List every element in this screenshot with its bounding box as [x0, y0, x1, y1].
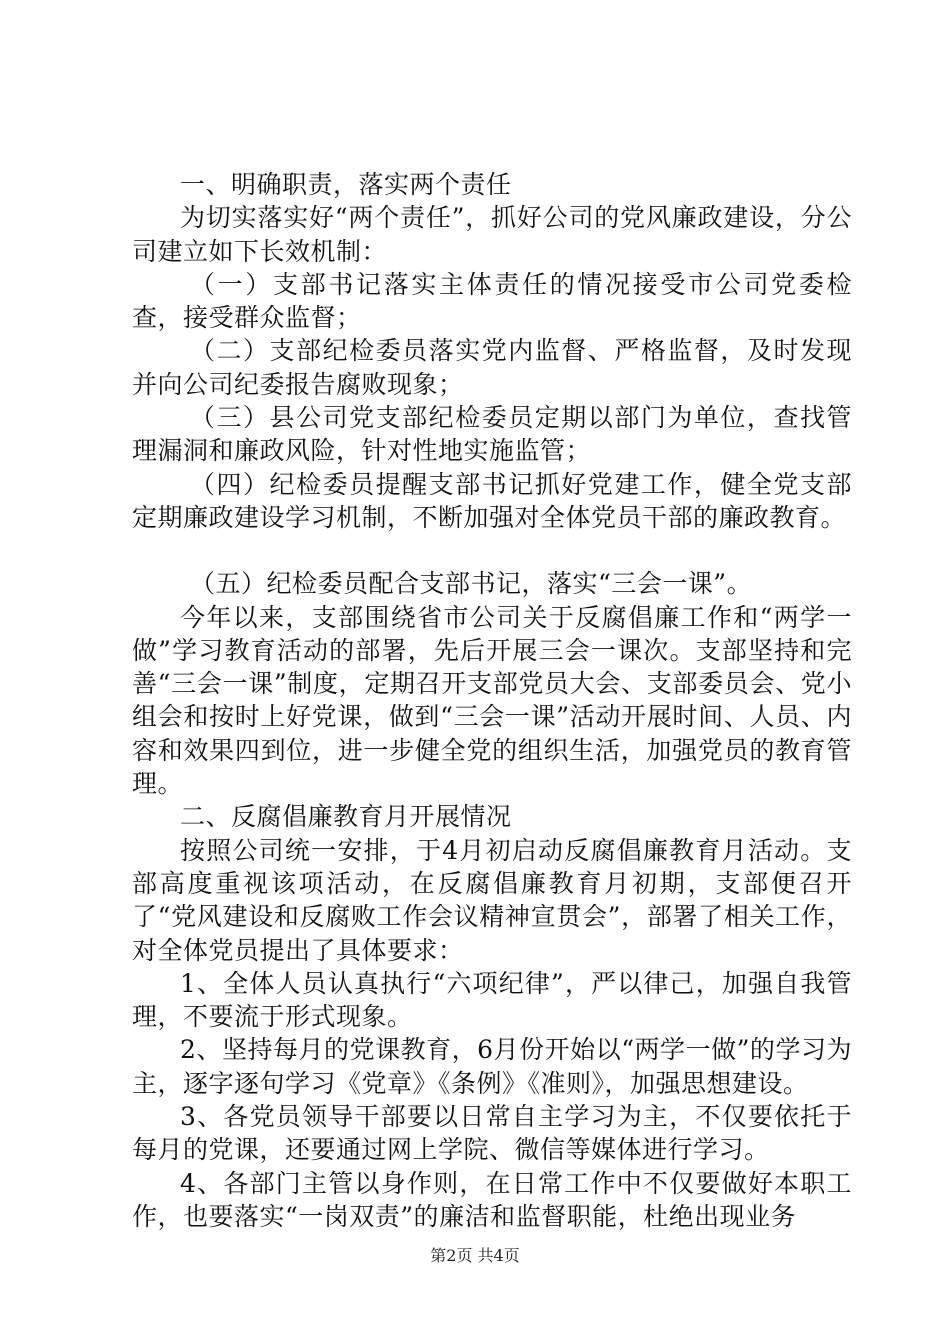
paragraph: 二、反腐倡廉教育月开展情况 [180, 802, 512, 832]
paragraph: （二）支部纪检委员落实党内监督、严格监督，及时发现并向公司纪委报告腐败现象； [132, 336, 852, 399]
paragraph: 一、明确职责，落实两个责任 [180, 170, 512, 199]
paragraph: 今年以来，支部围绕省市公司关于反腐倡廉工作和“两学一做”学习教育活动的部署，先后开展三会一课次。支部坚持和完善“三会一课”制度，定期召开支部党员大会、支部委员会、党小组会和按时上好党课，做到“三会一课”活动开展时间、人员、内容和效果四到位，进一步健全党的组织生活，加强党员的教育管理。 [132, 602, 852, 799]
page-footer: 第2页 共4页 [430, 1246, 520, 1265]
document-body [132, 168, 852, 1233]
paragraph: 按照公司统一安排，于4月初启动反腐倡廉教育月活动。支部高度重视该项活动，在反腐倡廉教育月初期，支部便召开了“党风建设和反腐败工作会议精神宣贯会”，部署了相关工作，对全体党员提出了具体要求： [132, 835, 852, 965]
paragraph: 4、各部门主管以身作则，在日常工作中不仅要做好本职工作，也要落实“一岗双责”的廉洁和监督职能，杜绝出现业务 [132, 1168, 852, 1231]
paragraph: 1、全体人员认真执行“六项纪律”，严以律己，加强自我管理，不要流于形式现象。 [132, 968, 852, 1032]
paragraph: （一）支部书记落实主体责任的情况接受市公司党委检查，接受群众监督； [132, 269, 852, 333]
paragraph: （五）纪检委员配合支部书记，落实“三会一课”。 [190, 569, 753, 599]
paragraph: （三）县公司党支部纪检委员定期以部门为单位，查找管理漏洞和廉政风险，针对性地实施监管； [132, 403, 852, 466]
paragraph: 3、各党员领导干部要以日常自主学习为主，不仅要依托于每月的党课，还要通过网上学院、微信等媒体进行学习。 [132, 1102, 852, 1165]
paragraph-spacer [132, 534, 852, 567]
paragraph: 为切实落实好“两个责任”，抓好公司的党风廉政建设，分公司建立如下长效机制： [132, 203, 852, 266]
paragraph: （四）纪检委员提醒支部书记抓好党建工作，健全党支部定期廉政建设学习机制，不断加强对全体党员干部的廉政教育。 [132, 469, 852, 532]
paragraph: 2、坚持每月的党课教育，6月份开始以“两学一做”的学习为主，逐字逐句学习《党章》《条例》《准则》，加强思想建设。 [132, 1035, 852, 1098]
